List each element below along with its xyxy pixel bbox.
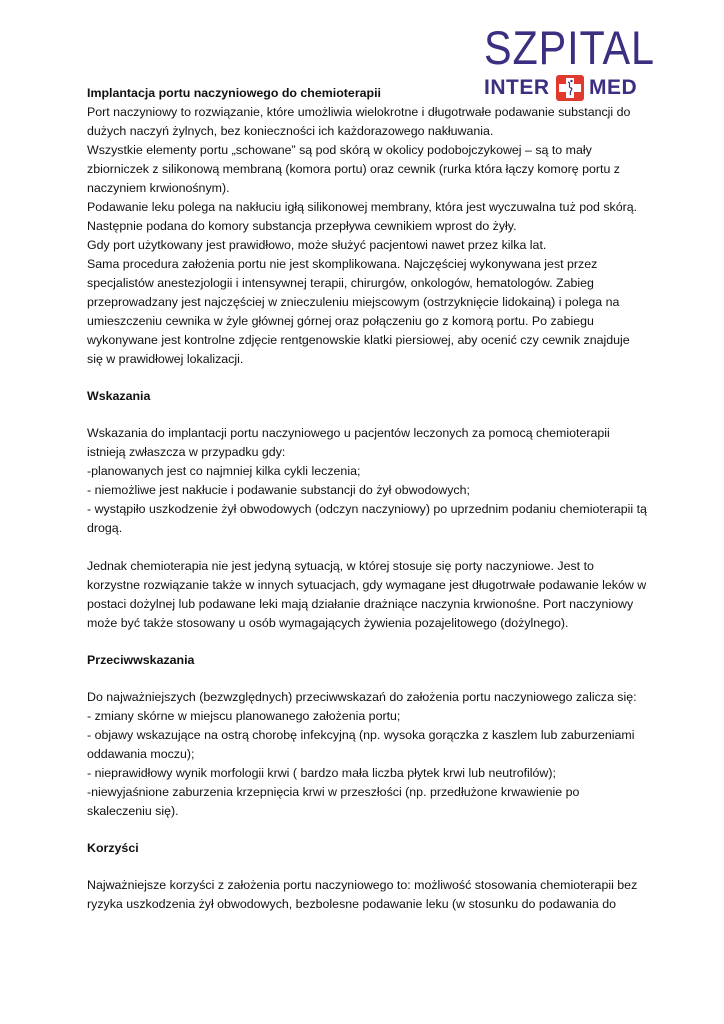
paragraph: Port naczyniowy to rozwiązanie, które umożliwia wielokrotne i długotrwałe podawanie substancji do dużych naczyń żylnych, bez konieczności ich każdorazowego nakłuwania. <box>87 105 631 138</box>
spacer <box>87 538 647 557</box>
document-body <box>87 84 647 914</box>
list-item: - objawy wskazujące na ostrą chorobę infekcyjną (np. wysoka gorączka z kaszlem lub zaburzeniami oddawania moczu); <box>87 728 635 761</box>
section-heading-contraindications: Przeciwwskazania <box>87 653 195 667</box>
list-item: -niewyjaśnione zaburzenia krzepnięcia krwi w przeszłości (np. przedłużone krwawienie po skaleczeniu się). <box>87 785 580 818</box>
section-heading-benefits: Korzyści <box>87 841 139 855</box>
paragraph: Sama procedura założenia portu nie jest skomplikowana. Najczęściej wykonywana jest przez specjalistów anestezjologii i intensywnej terapii, chirurgów, onkologów, hematologów. Zabieg przeprowadzany jest najczęściej w znieczuleniu miejscowym (ostrzyknięcie lidokainą) i polega na umieszczeniu cewnika w żyle głównej górnej oraz połączeniu go z komorą portu. Po zabiegu wykonywane jest kontrolne zdjęcie rentgenowskie klatki piersiowej, aby ocenić czy cewnik znajduje się w prawidłowej lokalizacji. <box>87 257 630 366</box>
paragraph: Wskazania do implantacji portu naczyniowego u pacjentów leczonych za pomocą chemioterapii istnieją zwłaszcza w przypadku gdy: <box>87 426 610 459</box>
list-item: - wystąpiło uszkodzenie żył obwodowych (odczyn naczyniowy) po uprzednim podaniu chemioterapii tą drogą. <box>87 502 647 535</box>
list-item: - niemożliwe jest nakłucie i podawanie substancji do żył obwodowych; <box>87 483 470 497</box>
paragraph: Do najważniejszych (bezwzględnych) przeciwwskazań do założenia portu naczyniowego zalicza się: <box>87 690 637 704</box>
paragraph: Najważniejsze korzyści z założenia portu naczyniowego to: możliwość stosowania chemioterapii bez ryzyka uszkodzenia żył obwodowych, bezbolesne podawanie leku (w stosunku do podawania do <box>87 878 638 911</box>
document-title: Implantacja portu naczyniowego do chemioterapii <box>87 86 381 100</box>
logo-word-inter: INTER <box>484 76 550 99</box>
list-item: -planowanych jest co najmniej kilka cykli leczenia; <box>87 464 361 478</box>
section-heading-indications: Wskazania <box>87 389 151 403</box>
list-item: - zmiany skórne w miejscu planowanego założenia portu; <box>87 709 401 723</box>
paragraph: Podawanie leku polega na nakłuciu igłą silikonowej membrany, która jest wyczuwalna tuż pod skórą. Następnie podana do komory substancja przepływa cewnikiem wprost do żyły. <box>87 200 638 233</box>
logo-word-med: MED <box>589 76 638 99</box>
logo-word-szpital: SZPITAL <box>484 21 655 74</box>
paragraph: Gdy port użytkowany jest prawidłowo, może służyć pacjentowi nawet przez kilka lat. <box>87 238 547 252</box>
paragraph: Wszystkie elementy portu „schowane” są pod skórą w okolicy podobojczykowej – są to mały zbiorniczek z silikonową membraną (komora portu) oraz cewnik (rurka która łączy komorę portu z naczyniem krwionośnym). <box>87 143 620 195</box>
list-item: - nieprawidłowy wynik morfologii krwi ( bardzo mała liczba płytek krwi lub neutrofilów); <box>87 766 556 780</box>
paragraph: Jednak chemioterapia nie jest jedyną sytuacją, w której stosuje się porty naczyniowe. Jest to korzystne rozwiązanie także w innych sytuacjach, gdy wymagane jest długotrwałe podawanie leków w postaci dożylnej lub podawane leki mają działanie drażniące naczynia krwionośne. Port naczyniowy może być także stosowany u osób wymagających żywienia pozajelitowego (dożylnego). <box>87 559 647 630</box>
